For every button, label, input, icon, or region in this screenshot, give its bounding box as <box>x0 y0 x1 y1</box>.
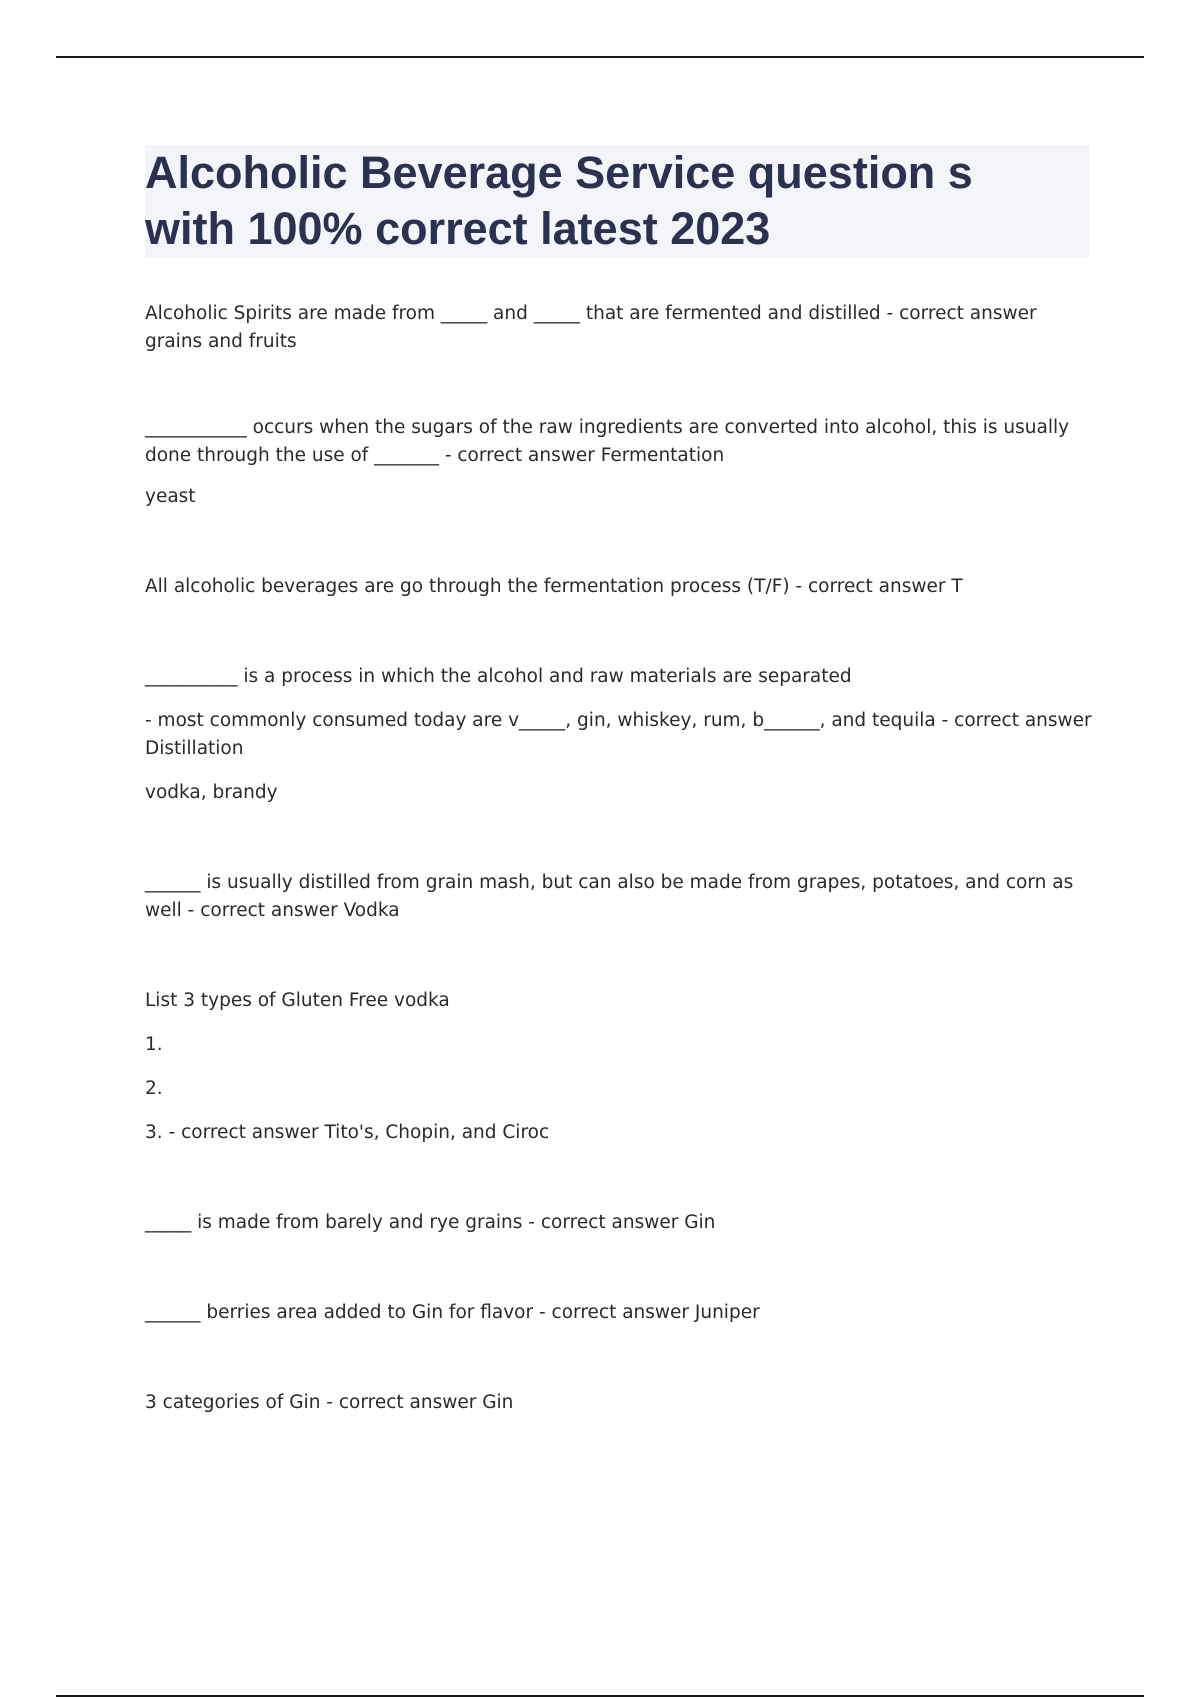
list-item: 3. - correct answer Tito's, Chopin, and Ciroc <box>145 1122 550 1143</box>
list-item: 1. <box>145 1034 163 1055</box>
bottom-rule <box>56 1695 1144 1697</box>
paragraph: ______ berries area added to Gin for flavor - correct answer Juniper <box>145 1302 760 1323</box>
paragraph: - most commonly consumed today are v_____, gin, whiskey, rum, b______, and tequila - correct answer Distillation <box>145 710 1098 759</box>
list-item: 2. <box>145 1078 163 1099</box>
paragraph: __________ is a process in which the alcohol and raw materials are separated <box>145 666 852 687</box>
paragraph: yeast <box>145 486 196 507</box>
title-block <box>145 145 1089 257</box>
title-line-2: with 100% correct latest 2023 <box>145 203 771 254</box>
paragraph: _____ is made from barely and rye grains - correct answer Gin <box>145 1212 716 1233</box>
document-body <box>145 300 1098 1417</box>
page-title <box>145 145 1089 257</box>
paragraph: ______ is usually distilled from grain mash, but can also be made from grapes, potatoes, and corn as well - correct answer Vodka <box>145 872 1080 921</box>
title-line-1: Alcoholic Beverage Service question s <box>145 147 973 198</box>
paragraph: List 3 types of Gluten Free vodka <box>145 990 450 1011</box>
paragraph: ___________ occurs when the sugars of the raw ingredients are converted into alcohol, this is usually done through the use of _______ - correct answer Fermentation <box>145 417 1075 466</box>
paragraph: Alcoholic Spirits are made from _____ and _____ that are fermented and distilled - correct answer grains and fruits <box>145 303 1043 352</box>
paragraph: All alcoholic beverages are go through the fermentation process (T/F) - correct answer T <box>145 576 963 597</box>
paragraph: 3 categories of Gin - correct answer Gin <box>145 1392 514 1413</box>
top-rule <box>56 56 1144 58</box>
paragraph: vodka, brandy <box>145 782 278 803</box>
